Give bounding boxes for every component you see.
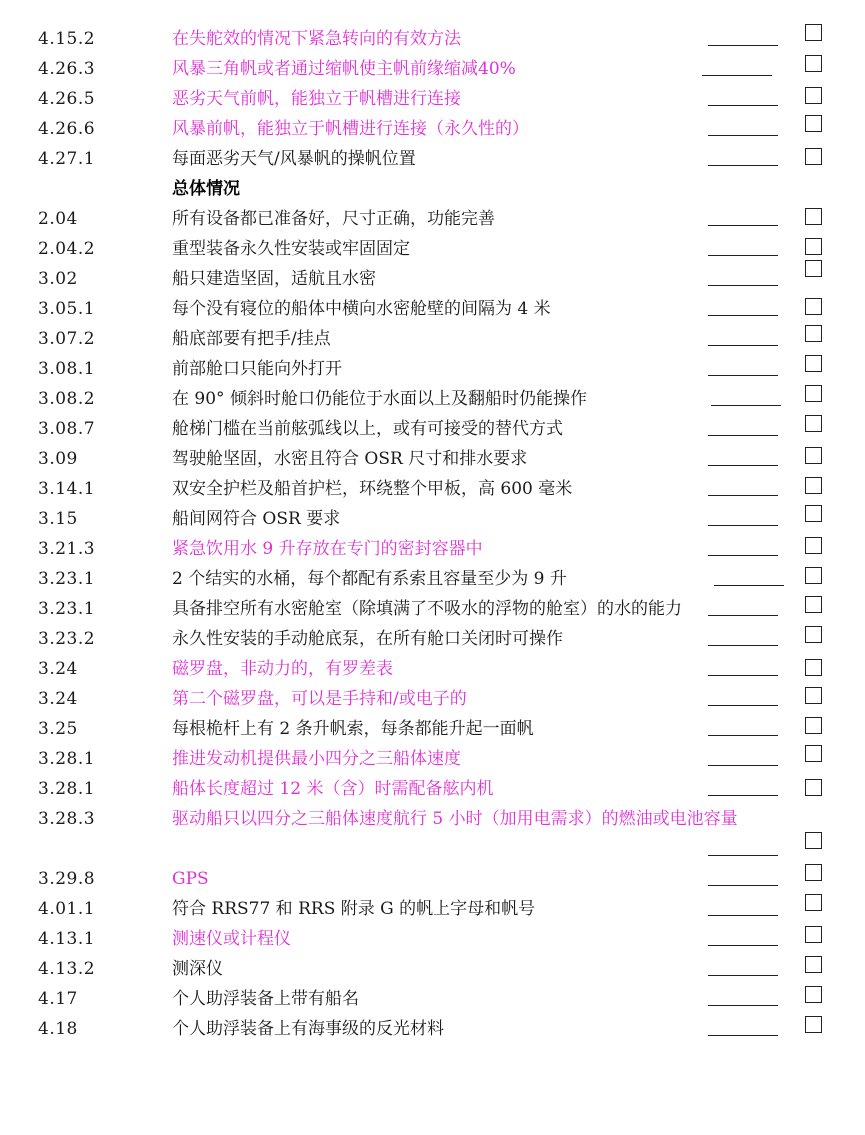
item-number: 3.09 xyxy=(38,449,78,469)
item-text: 在 90° 倾斜时舱口仍能位于水面以上及翻船时仍能操作 xyxy=(172,389,587,409)
item-text: 在失舵效的情况下紧急转向的有效方法 xyxy=(172,29,461,49)
fill-in-blank[interactable] xyxy=(708,525,778,526)
item-number: 4.26.6 xyxy=(38,119,96,139)
item-number: 4.15.2 xyxy=(38,29,96,49)
fill-in-blank[interactable] xyxy=(708,135,778,136)
fill-in-blank[interactable] xyxy=(708,435,778,436)
fill-in-blank[interactable] xyxy=(714,585,784,586)
item-text: 个人助浮装备上有海事级的反光材料 xyxy=(172,1019,444,1039)
item-number: 4.01.1 xyxy=(38,899,96,919)
fill-in-blank[interactable] xyxy=(708,855,778,856)
item-number: 3.14.1 xyxy=(38,479,96,499)
item-text: 恶劣天气前帆，能独立于帆槽进行连接 xyxy=(172,89,461,109)
fill-in-blank[interactable] xyxy=(708,465,778,466)
item-text: 具备排空所有水密舱室（除填满了不吸水的浮物的舱室）的水的能力 xyxy=(172,599,682,619)
item-text: 船间网符合 OSR 要求 xyxy=(172,509,341,529)
fill-in-blank[interactable] xyxy=(708,795,778,796)
fill-in-blank[interactable] xyxy=(708,285,778,286)
checkbox[interactable] xyxy=(805,567,822,584)
checkbox[interactable] xyxy=(805,208,822,225)
item-text: 测速仪或计程仪 xyxy=(172,929,291,949)
checkbox[interactable] xyxy=(805,298,822,315)
item-number: 4.13.2 xyxy=(38,959,96,979)
item-text: 每根桅杆上有 2 条升帆索，每条都能升起一面帆 xyxy=(172,719,534,739)
item-number: 3.05.1 xyxy=(38,299,96,319)
checkbox[interactable] xyxy=(805,596,822,613)
checkbox[interactable] xyxy=(805,687,822,704)
item-text: 个人助浮装备上带有船名 xyxy=(172,989,359,1009)
item-number: 3.28.3 xyxy=(38,809,96,829)
item-text: 双安全护栏及船首护栏，环绕整个甲板，高 600 毫米 xyxy=(172,479,573,499)
item-number: 4.18 xyxy=(38,1019,78,1039)
checkbox[interactable] xyxy=(805,956,822,973)
item-number: 3.07.2 xyxy=(38,329,96,349)
item-number: 4.26.5 xyxy=(38,89,96,109)
fill-in-blank[interactable] xyxy=(708,1035,778,1036)
checkbox[interactable] xyxy=(805,537,822,554)
fill-in-blank[interactable] xyxy=(708,645,778,646)
item-text: 舱梯门槛在当前舷弧线以上，或有可接受的替代方式 xyxy=(172,419,563,439)
checkbox[interactable] xyxy=(805,55,822,72)
item-text: 磁罗盘，非动力的，有罗差表 xyxy=(172,659,393,679)
fill-in-blank[interactable] xyxy=(708,375,778,376)
fill-in-blank[interactable] xyxy=(708,705,778,706)
item-number: 3.28.1 xyxy=(38,779,96,799)
item-text: 驱动船只以四分之三船体速度航行 5 小时（加用电需求）的燃油或电池容量 xyxy=(172,809,738,829)
checkbox[interactable] xyxy=(805,115,822,132)
fill-in-blank[interactable] xyxy=(708,165,778,166)
item-number: 3.23.2 xyxy=(38,629,96,649)
checkbox[interactable] xyxy=(805,779,822,796)
item-number: 3.02 xyxy=(38,269,78,289)
item-number: 4.17 xyxy=(38,989,78,1009)
item-text: 每个没有寝位的船体中横向水密舱壁的间隔为 4 米 xyxy=(172,299,551,319)
checkbox[interactable] xyxy=(805,894,822,911)
item-number: 3.08.7 xyxy=(38,419,96,439)
fill-in-blank[interactable] xyxy=(708,255,778,256)
item-text: 推进发动机提供最小四分之三船体速度 xyxy=(172,749,461,769)
item-number: 4.13.1 xyxy=(38,929,96,949)
checkbox[interactable] xyxy=(805,832,822,849)
item-text: 符合 RRS77 和 RRS 附录 G 的帆上字母和帆号 xyxy=(172,899,536,919)
checkbox[interactable] xyxy=(805,148,822,165)
fill-in-blank[interactable] xyxy=(708,945,778,946)
checkbox[interactable] xyxy=(805,355,822,372)
fill-in-blank[interactable] xyxy=(708,495,778,496)
item-text: 永久性安装的手动舱底泵，在所有舱口关闭时可操作 xyxy=(172,629,563,649)
item-text: 第二个磁罗盘，可以是手持和/或电子的 xyxy=(172,689,467,709)
item-number: 3.24 xyxy=(38,689,78,709)
item-text: 前部舱口只能向外打开 xyxy=(172,359,342,379)
fill-in-blank[interactable] xyxy=(708,555,778,556)
item-number: 4.27.1 xyxy=(38,149,96,169)
item-text: 所有设备都已准备好，尺寸正确，功能完善 xyxy=(172,209,495,229)
item-number: 3.28.1 xyxy=(38,749,96,769)
checkbox[interactable] xyxy=(805,659,822,676)
fill-in-blank[interactable] xyxy=(708,345,778,346)
checkbox[interactable] xyxy=(805,24,822,41)
item-text: 风暴前帆，能独立于帆槽进行连接（永久性的） xyxy=(172,119,529,139)
item-number: 2.04.2 xyxy=(38,239,96,259)
item-number: 3.23.1 xyxy=(38,569,96,589)
section-heading: 总体情况 xyxy=(172,179,240,199)
fill-in-blank[interactable] xyxy=(702,75,772,76)
fill-in-blank[interactable] xyxy=(708,105,778,106)
item-text: 驾驶舱坚固，水密且符合 OSR 尺寸和排水要求 xyxy=(172,449,528,469)
checkbox[interactable] xyxy=(805,1016,822,1033)
item-text: 重型装备永久性安装或牢固固定 xyxy=(172,239,410,259)
fill-in-blank[interactable] xyxy=(708,885,778,886)
checkbox[interactable] xyxy=(805,477,822,494)
item-text: 2 个结实的水桶，每个都配有系索且容量至少为 9 升 xyxy=(172,569,567,589)
fill-in-blank[interactable] xyxy=(708,45,778,46)
checkbox[interactable] xyxy=(805,626,822,643)
item-text: 船体长度超过 12 米（含）时需配备舷内机 xyxy=(172,779,494,799)
item-text: 每面恶劣天气/风暴帆的操帆位置 xyxy=(172,149,416,169)
checkbox[interactable] xyxy=(805,385,822,402)
fill-in-blank[interactable] xyxy=(708,315,778,316)
fill-in-blank[interactable] xyxy=(708,225,778,226)
fill-in-blank[interactable] xyxy=(708,1005,778,1006)
checkbox[interactable] xyxy=(805,260,822,277)
fill-in-blank[interactable] xyxy=(708,765,778,766)
item-number: 3.08.1 xyxy=(38,359,96,379)
item-text: 船底部要有把手/挂点 xyxy=(172,329,331,349)
checkbox[interactable] xyxy=(805,447,822,464)
fill-in-blank[interactable] xyxy=(708,675,778,676)
checkbox[interactable] xyxy=(805,505,822,522)
item-text: 紧急饮用水 9 升存放在专门的密封容器中 xyxy=(172,539,483,559)
item-number: 3.15 xyxy=(38,509,78,529)
checkbox[interactable] xyxy=(805,325,822,342)
fill-in-blank[interactable] xyxy=(708,615,778,616)
item-number: 4.26.3 xyxy=(38,59,96,79)
checkbox[interactable] xyxy=(805,238,822,255)
fill-in-blank[interactable] xyxy=(711,405,781,406)
checkbox[interactable] xyxy=(805,745,822,762)
item-number: 2.04 xyxy=(38,209,78,229)
item-number: 3.21.3 xyxy=(38,539,96,559)
item-number: 3.23.1 xyxy=(38,599,96,619)
fill-in-blank[interactable] xyxy=(708,975,778,976)
item-number: 3.29.8 xyxy=(38,869,96,889)
checkbox[interactable] xyxy=(805,415,822,432)
fill-in-blank[interactable] xyxy=(708,735,778,736)
item-text: GPS xyxy=(172,869,209,889)
item-number: 3.24 xyxy=(38,659,78,679)
checkbox[interactable] xyxy=(805,926,822,943)
fill-in-blank[interactable] xyxy=(708,915,778,916)
checkbox[interactable] xyxy=(805,864,822,881)
checkbox[interactable] xyxy=(805,87,822,104)
item-text: 船只建造坚固，适航且水密 xyxy=(172,269,376,289)
checkbox[interactable] xyxy=(805,717,822,734)
item-number: 3.25 xyxy=(38,719,78,739)
item-text: 风暴三角帆或者通过缩帆使主帆前缘缩减40% xyxy=(172,59,516,79)
item-text: 测深仪 xyxy=(172,959,223,979)
item-number: 3.08.2 xyxy=(38,389,96,409)
checkbox[interactable] xyxy=(805,986,822,1003)
